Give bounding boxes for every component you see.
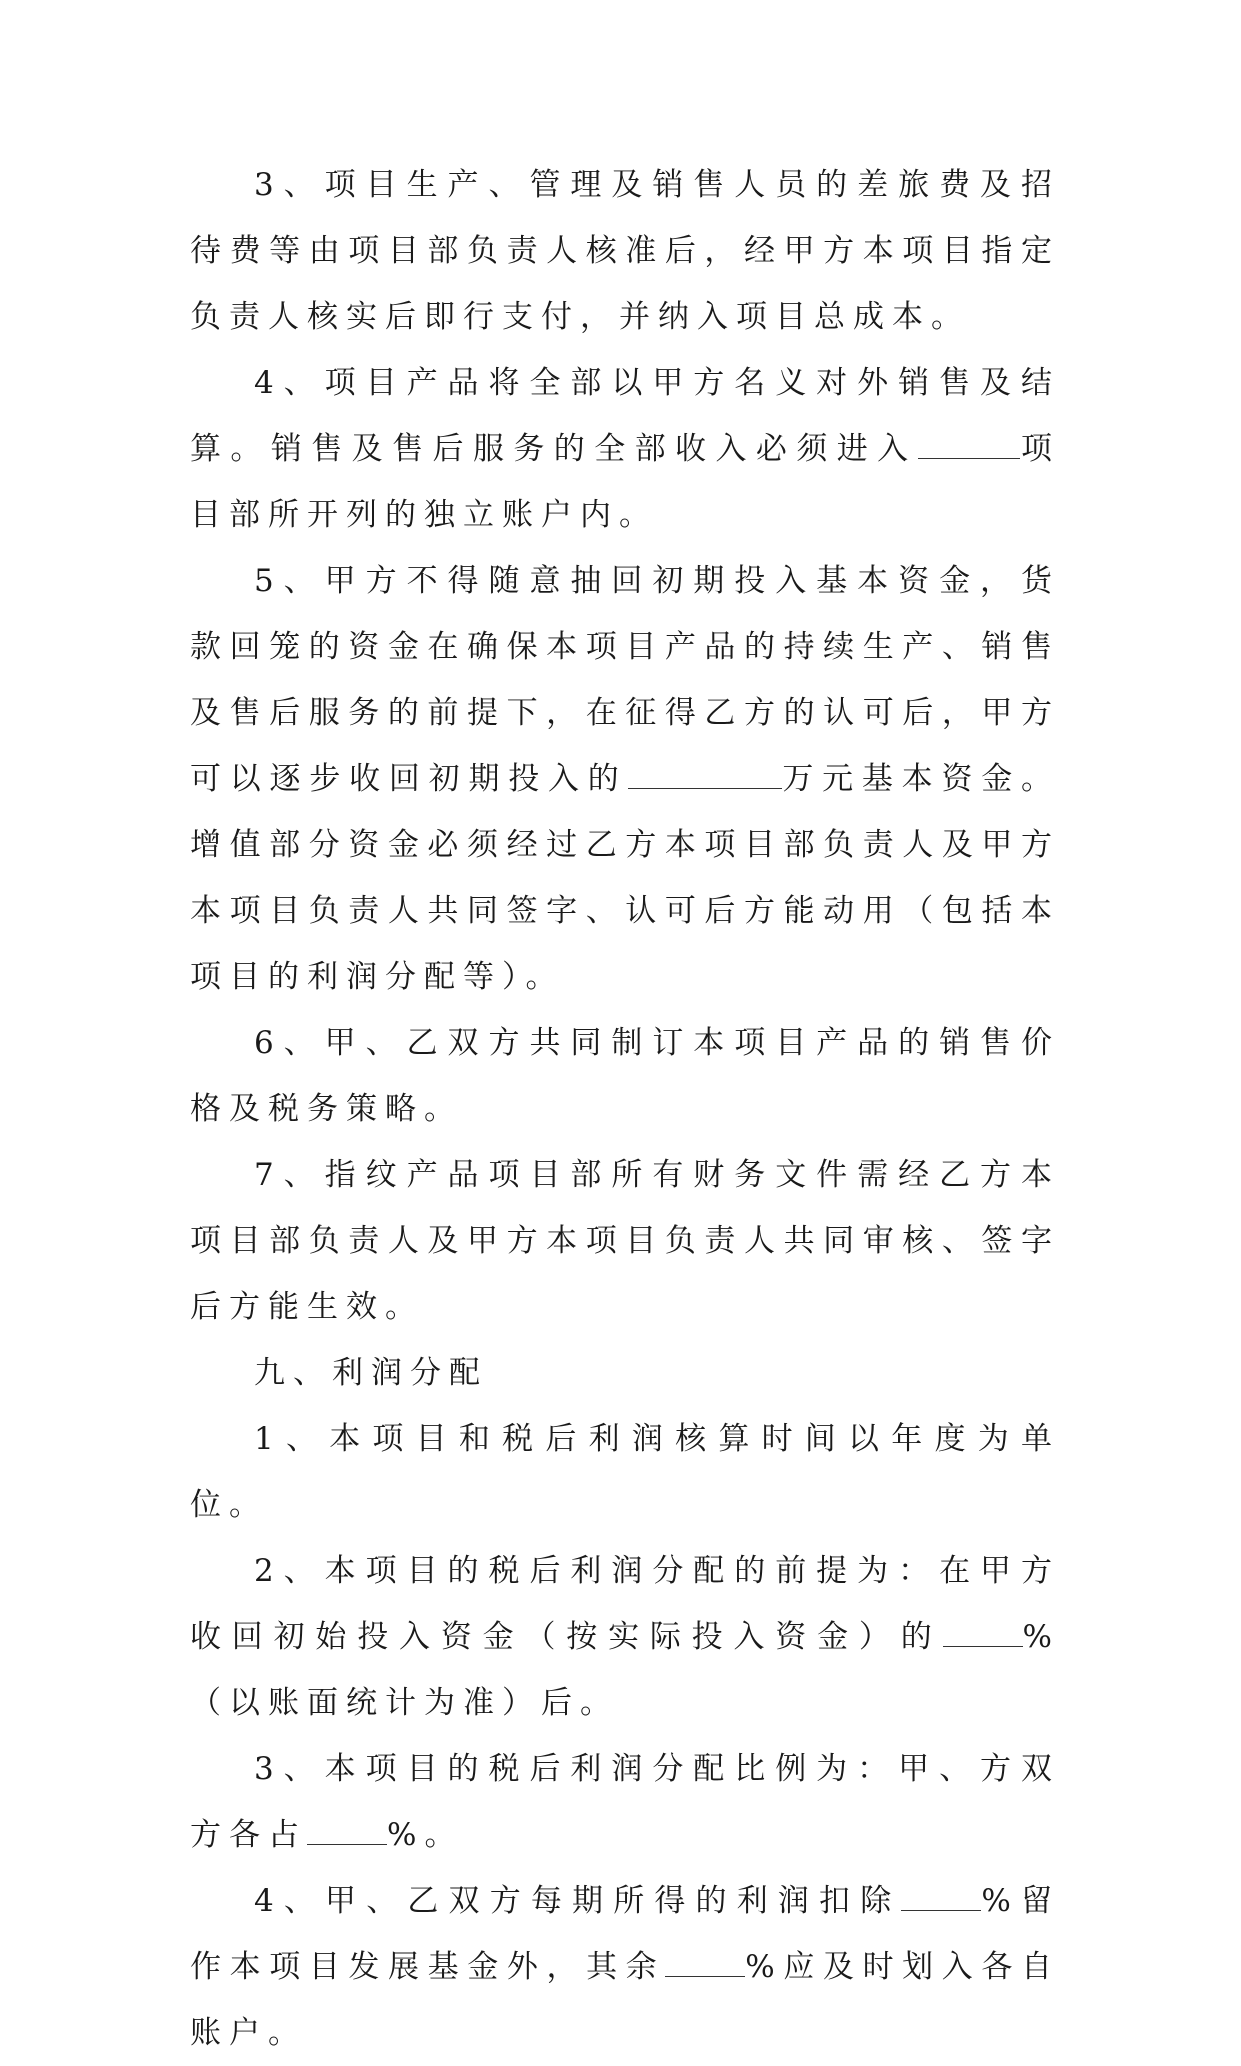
paragraph-p7 <box>190 1142 1060 1340</box>
paragraph-text: %。 <box>387 1817 464 1853</box>
paragraph-text: %留作本项目发展基金外，其余 <box>190 1883 1060 1985</box>
paragraph-p6 <box>190 1010 1060 1142</box>
paragraph-p5 <box>190 548 1060 1010</box>
paragraph-text: 3、项目生产、管理及销售人员的差旅费及招待费等由项目部负责人核准后，经甲方本项目指定负责人核实后即行支付，并纳入项目总成本。 <box>190 167 1060 335</box>
paragraph-text: 2、本项目的税后利润分配的前提为：在甲方收回初始投入资金（按实际投入资金）的 <box>190 1553 1060 1655</box>
fill-in-blank[interactable] <box>901 1882 981 1911</box>
paragraph-text: 万元基本资金。增值部分资金必须经过乙方本项目部负责人及甲方本项目负责人共同签字、认可后方能动用（包括本项目的利润分配等）。 <box>190 761 1061 995</box>
paragraph-text: 4、甲、乙双方每期所得的利润扣除 <box>254 1883 902 1919</box>
paragraph-text: 5、甲方不得随意抽回初期投入基本资金，货款回笼的资金在确保本项目产品的持续生产、销售及售后服务的前提下，在征得乙方的认可后，甲方可以逐步收回初期投入的 <box>190 563 1060 797</box>
fill-in-blank[interactable] <box>665 1948 745 1977</box>
paragraph-text: 项目部所开列的独立账户内。 <box>190 431 1060 533</box>
fill-in-blank[interactable] <box>918 430 1020 459</box>
paragraph-q4 <box>190 1868 1060 2066</box>
paragraph-q3 <box>190 1736 1060 1868</box>
paragraph-text: %应及时划入各自账户。 <box>190 1949 1061 2051</box>
paragraph-q2 <box>190 1538 1060 1736</box>
fill-in-blank[interactable] <box>628 760 782 789</box>
paragraph-text: 4、项目产品将全部以甲方名义对外销售及结算。销售及售后服务的全部收入必须进入 <box>190 365 1060 467</box>
paragraph-p3 <box>190 152 1060 350</box>
paragraph-s9 <box>190 1340 1060 1406</box>
paragraph-text: 7、指纹产品项目部所有财务文件需经乙方本项目部负责人及甲方本项目负责人共同审核、签字后方能生效。 <box>190 1157 1060 1325</box>
paragraph-text: 3、本项目的税后利润分配比例为：甲、方双方各占 <box>190 1751 1060 1853</box>
paragraph-q1 <box>190 1406 1060 1538</box>
paragraph-text: %（以账面统计为准）后。 <box>190 1619 1060 1721</box>
paragraph-text: 九、利润分配 <box>254 1355 488 1391</box>
fill-in-blank[interactable] <box>943 1618 1023 1647</box>
paragraph-p4 <box>190 350 1060 548</box>
fill-in-blank[interactable] <box>307 1816 387 1845</box>
document-page <box>190 152 1060 2066</box>
paragraph-text: 1、本项目和税后利润核算时间以年度为单位。 <box>190 1421 1060 1523</box>
paragraph-text: 6、甲、乙双方共同制订本项目产品的销售价格及税务策略。 <box>190 1025 1060 1127</box>
